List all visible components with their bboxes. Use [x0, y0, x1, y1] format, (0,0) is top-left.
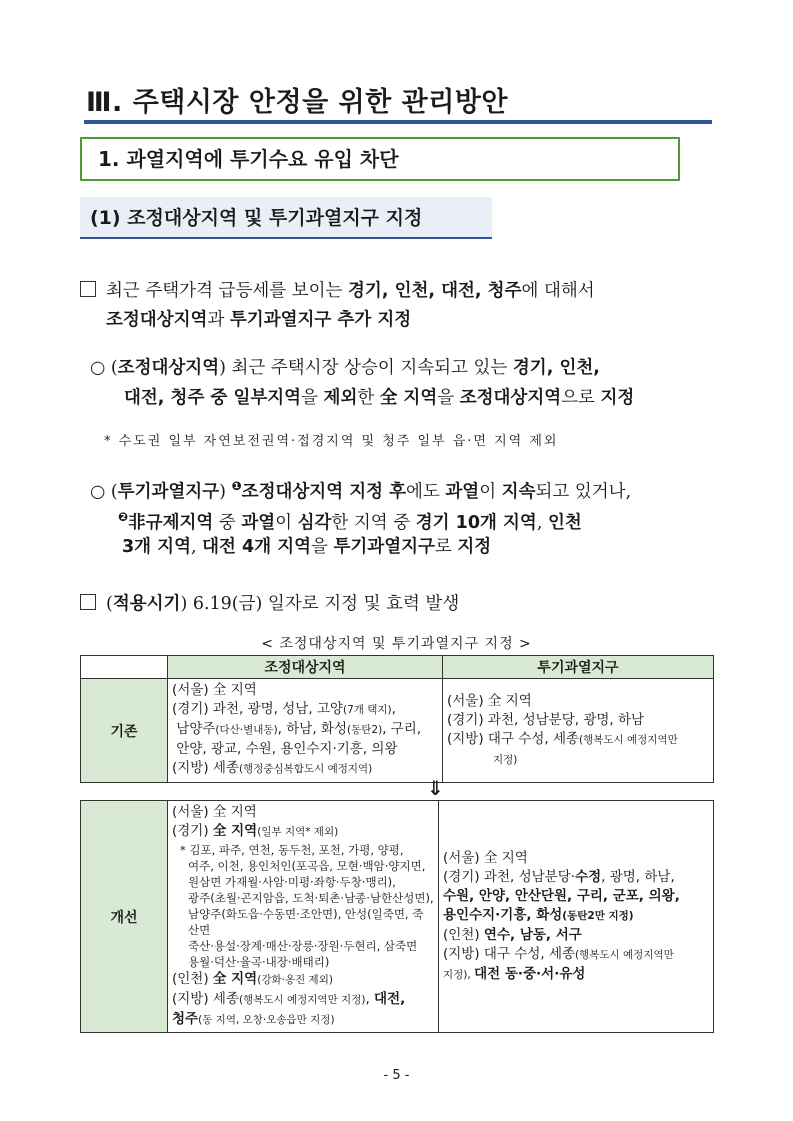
paragraph-1-line-2: 조정대상지역과 투기과열지구 추가 지정 — [106, 310, 412, 330]
paragraph-4: (적용시기) 6.19(금) 일자로 지정 및 효력 발생 — [80, 592, 459, 616]
paragraph-2-line-2: 대전, 청주 중 일부지역을 제외한 全 지역을 조정대상지역으로 지정 — [124, 388, 635, 408]
designation-table-improved — [80, 800, 714, 1033]
checkbox-bullet-icon — [80, 281, 96, 297]
designation-table-existing — [80, 655, 714, 783]
page-title: Ⅲ. 주택시장 안정을 위한 관리방안 — [86, 87, 508, 118]
row-label-improved: 개선 — [81, 801, 168, 1033]
checkbox-bullet-icon — [80, 594, 96, 610]
footnote-1: * 수도권 일부 자연보전권역·접경지역 및 청주 일부 읍·면 지역 제외 — [104, 434, 559, 449]
paragraph-3-line-2: $^❷$非규제지역 중 과열이 심각한 지역 중 경기 10개 지역, 인천 — [118, 510, 582, 533]
section-heading: 1. 과열지역에 투기수요 유입 차단 — [80, 137, 680, 181]
title-rule — [84, 120, 712, 124]
cell-improved-speculation: (서울) 全 지역 (경기) 과천, 성남분당·수정, 광명, 하남, 수원, 안양, 안산단원, 구리, 군포, 의왕, 용인수지·기흥, 화성(동탄2만 지정) (인천) 연수, 남동, 서구 (지방) 대구 수성, 세종(행복도시 예정지역만 지정), 대전 동·중·서·유성 — [439, 801, 714, 1033]
paragraph-3-line-3: 3개 지역, 대전 4개 지역을 투기과열지구로 지정 — [122, 537, 492, 557]
cell-improved-adjustment: (서울) 全 지역 (경기) 全 지역(일부 지역* 제외) * 김포, 파주, 연천, 동두천, 포천, 가평, 양평, 여주, 이천, 용인처인(포곡읍, 모현·백암·양지면, 원삼면 가재월·사암·미평·좌항·두창·맹리), 광주(초월·곤지암읍, 도척·퇴촌·남종·남한산성면), 남양주(화도읍·수동면·조안면), 안성(일죽면, 죽산면 죽산·용설·장계·매산·장릉·장원·두현리, 삼죽면 용월·덕산·율곡·내장·배태리) (인천) 全 지역(강화·옹진 제외) (지방) 세종(행복도시 예정지역만 지정), 대전, 청주(동 지역, 오창·오송읍만 지정) — [168, 801, 439, 1033]
paragraph-2-line-1: ○ (조정대상지역) 최근 주택시장 상승이 지속되고 있는 경기, 인천, — [90, 358, 600, 378]
row-label-existing: 기존 — [81, 679, 168, 783]
col-header-adjustment: 조정대상지역 — [168, 656, 443, 679]
col-header-speculation: 투기과열지구 — [443, 656, 714, 679]
cell-existing-adjustment: (서울) 全 지역 (경기) 과천, 광명, 성남, 고양(7개 택지), 남양주(다산·별내동), 하남, 화성(동탄2), 구리, 안양, 광교, 수원, 용인수지·기흥, 의왕 (지방) 세종(행정중심복합도시 예정지역) — [168, 679, 443, 783]
page-number: - 5 - — [383, 1068, 410, 1083]
subsection-heading: (1) 조정대상지역 및 투기과열지구 지정 — [80, 197, 492, 239]
cell-existing-speculation: (서울) 全 지역 (경기) 과천, 성남분당, 광명, 하남 (지방) 대구 수성, 세종(행복도시 예정지역만 지정) — [443, 679, 714, 783]
paragraph-1-line-1: 최근 주택가격 급등세를 보이는 경기, 인천, 대전, 청주에 대해서 — [80, 279, 595, 303]
table-caption: < 조정대상지역 및 투기과열지구 지정 > — [261, 636, 532, 652]
table-corner — [81, 656, 168, 679]
down-arrow-icon: ⇓ — [427, 776, 444, 800]
paragraph-3-line-1: ○ (투기과열지구) $^❶$조정대상지역 지정 후에도 과열이 지속되고 있거나, — [90, 479, 632, 502]
